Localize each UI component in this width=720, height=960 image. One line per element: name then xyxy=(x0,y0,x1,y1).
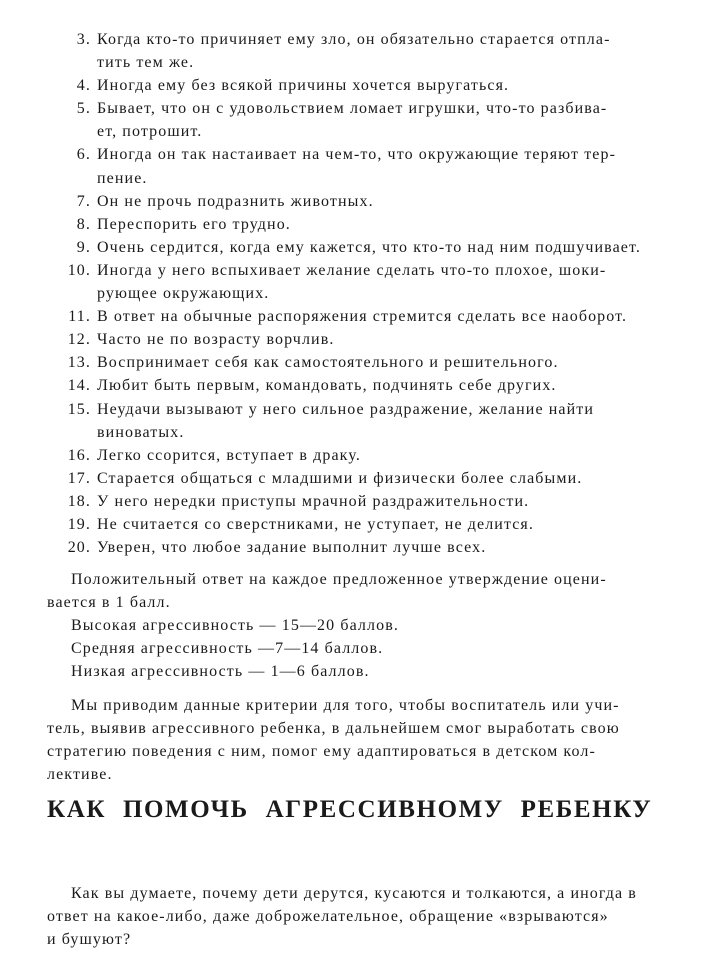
item-number: 9. xyxy=(76,238,91,256)
list-item xyxy=(0,305,720,328)
item-number: 17. xyxy=(67,469,91,487)
list-item xyxy=(0,236,720,259)
item-text xyxy=(97,190,374,213)
item-number: 6. xyxy=(76,146,91,164)
item-line: Переспорить его трудно. xyxy=(97,215,291,233)
final-paragraph xyxy=(47,882,637,951)
item-text xyxy=(97,444,361,467)
paragraph-line: Положительный ответ на каждое предложенное утверждение оцени- xyxy=(71,571,607,589)
list-item xyxy=(0,351,720,374)
item-line: Иногда ему без всякой причины хочется выругаться. xyxy=(97,77,510,95)
list-item xyxy=(0,143,720,189)
item-line: ет, потрошит. xyxy=(97,123,203,141)
paragraph-line: тель, выявив агрессивного ребенка, в дальнейшем смог выработать свою xyxy=(47,720,620,738)
item-number: 19. xyxy=(67,515,91,533)
item-line: пение. xyxy=(97,169,148,187)
list-item xyxy=(0,398,720,444)
item-text xyxy=(97,374,557,397)
item-line: Часто не по возрасту ворчлив. xyxy=(97,331,335,349)
paragraph-line: стратегию поведения с ним, помог ему адаптироваться в детском кол- xyxy=(47,743,596,761)
item-number: 14. xyxy=(67,377,91,395)
item-text xyxy=(97,143,616,189)
questionnaire-list xyxy=(0,28,720,559)
item-line: Когда кто-то причиняет ему зло, он обязательно старается отпла- xyxy=(97,31,611,48)
item-number: 15. xyxy=(67,400,91,418)
item-text xyxy=(97,213,291,236)
item-line: У него нередки приступы мрачной раздражительности. xyxy=(97,492,530,510)
item-line: В ответ на обычные распоряжения стремится сделать все наоборот. xyxy=(97,308,628,326)
item-number: 13. xyxy=(67,354,91,372)
paragraph-line: вается в 1 балл. xyxy=(47,594,171,612)
item-line: Уверен, что любое задание выполнит лучше всех. xyxy=(97,539,487,557)
item-text xyxy=(97,97,607,143)
item-text xyxy=(97,467,582,490)
item-text xyxy=(97,351,559,374)
paragraph-line: Как вы думаете, почему дети дерутся, кусаются и толкаются, а иногда в xyxy=(71,885,637,902)
list-item xyxy=(0,513,720,536)
item-line: Не считается со сверстниками, не уступает, не делится. xyxy=(97,515,534,533)
criteria-paragraph xyxy=(47,694,720,786)
item-text xyxy=(97,513,534,536)
item-line: тить тем же. xyxy=(97,54,195,72)
item-line: Любит быть первым, командовать, подчинять себе других. xyxy=(97,377,557,395)
list-item xyxy=(0,259,720,305)
item-text xyxy=(97,536,486,559)
item-line: виноватых. xyxy=(97,423,185,441)
list-item xyxy=(0,74,720,97)
item-number: 10. xyxy=(67,261,91,279)
paragraph-line: и бушуют? xyxy=(47,931,132,948)
paragraph-line: Мы приводим данные критерии для того, чтобы воспитатель или учи- xyxy=(71,697,620,715)
item-number: 12. xyxy=(67,331,91,349)
item-number: 3. xyxy=(76,31,91,48)
list-item xyxy=(0,536,720,559)
scoring-intro-paragraph xyxy=(47,568,720,614)
item-line: Иногда у него вспыхивает желание сделать что-то плохое, шоки- xyxy=(97,261,607,279)
item-line: Воспринимает себя как самостоятельного и решительного. xyxy=(97,354,559,372)
document-page xyxy=(0,28,720,786)
list-item xyxy=(0,28,720,74)
item-text xyxy=(97,28,611,74)
list-item xyxy=(0,328,720,351)
section-heading: КАК ПОМОЧЬ АГРЕССИВНОМУ РЕБЕНКУ xyxy=(47,796,653,823)
item-number: 18. xyxy=(67,492,91,510)
item-text xyxy=(97,259,606,305)
item-number: 7. xyxy=(76,192,91,210)
list-item xyxy=(0,190,720,213)
paragraph-line: лективе. xyxy=(47,766,113,784)
list-item xyxy=(0,97,720,143)
paragraph-line: ответ на какое-либо, даже доброжелательное, обращение «взрываются» xyxy=(47,908,609,925)
list-item xyxy=(0,490,720,513)
item-number: 5. xyxy=(76,100,91,118)
list-item xyxy=(0,467,720,490)
score-line: Средняя агрессивность —7—14 баллов. xyxy=(71,640,384,658)
item-number: 4. xyxy=(76,77,91,95)
item-text xyxy=(97,398,594,444)
score-ranges xyxy=(71,614,720,683)
item-text xyxy=(97,305,627,328)
item-line: Бывает, что он с удовольствием ломает игрушки, что-то разбива- xyxy=(97,100,608,118)
item-number: 20. xyxy=(67,539,91,557)
item-text xyxy=(97,490,529,513)
list-item xyxy=(0,213,720,236)
item-text xyxy=(97,74,509,97)
item-line: Иногда он так настаивает на чем-то, что окружающие теряют тер- xyxy=(97,146,617,164)
item-line: Очень сердится, когда ему кажется, что кто-то над ним подшучивает. xyxy=(97,238,641,256)
item-line: Легко ссорится, вступает в драку. xyxy=(97,446,361,464)
item-text xyxy=(97,328,334,351)
item-number: 8. xyxy=(76,215,91,233)
item-line: рующее окружающих. xyxy=(97,285,270,303)
list-item xyxy=(0,444,720,467)
item-line: Неудачи вызывают у него сильное раздражение, желание найти xyxy=(97,400,595,418)
item-text xyxy=(97,236,641,259)
item-line: Старается общаться с младшими и физически более слабыми. xyxy=(97,469,583,487)
item-line: Он не прочь подразнить животных. xyxy=(97,192,374,210)
score-line: Низкая агрессивность — 1—6 баллов. xyxy=(71,663,370,681)
item-number: 11. xyxy=(68,308,91,326)
item-number: 16. xyxy=(67,446,91,464)
score-line: Высокая агрессивность — 15—20 баллов. xyxy=(71,617,399,635)
list-item xyxy=(0,374,720,397)
